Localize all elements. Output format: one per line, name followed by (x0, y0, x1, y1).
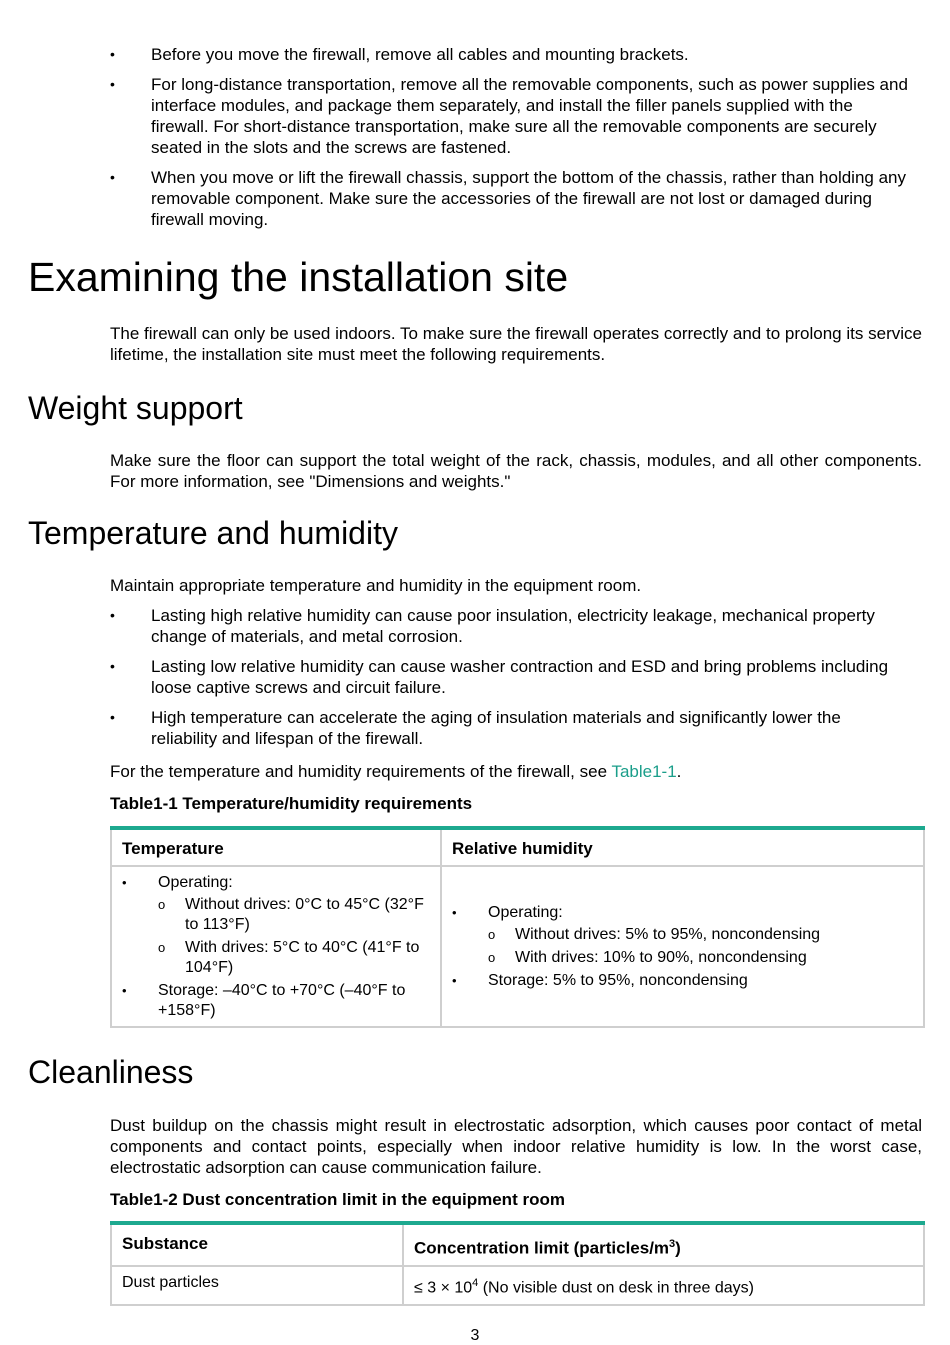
list-item (452, 903, 913, 968)
substance-header: Substance (111, 1223, 403, 1266)
bullet-text: When you move or lift the firewall chassis, support the bottom of the chassis, rather than holding any removable component. Make sure the accessories of the firewall are not lost or damaged during firewall moving. (151, 168, 906, 229)
humidity-cell (441, 866, 924, 1027)
transport-bullets (110, 44, 910, 230)
humidity-list (452, 903, 913, 991)
bullet-text: High temperature can accelerate the aging of insulation materials and significantly lower the reliability and lifespan of the firewall. (151, 708, 841, 748)
superscript: 3 (669, 1238, 676, 1250)
heading-weight-support: Weight support (28, 390, 243, 426)
temperature-intro: Maintain appropriate temperature and humidity in the equipment room. (110, 576, 642, 595)
temp-without-drives: Without drives: 0°C to 45°C (32°F to 113°F) (185, 896, 424, 933)
installation-intro: The firewall can only be used indoors. To make sure the firewall operates correctly and to prolong its service lifetime, the installation site must meet the following requirements. (110, 324, 922, 364)
heading-installation-site: Examining the installation site (28, 254, 569, 300)
dust-concentration-table (110, 1221, 925, 1306)
list-item (110, 707, 910, 749)
concentration-header (403, 1223, 924, 1266)
temp-with-drives: With drives: 5°C to 40°C (41°F to 104°F) (185, 939, 420, 976)
table1-1-caption: Table1-1 Temperature/humidity requirements (110, 794, 473, 813)
list-item (488, 925, 913, 945)
heading-temperature-humidity: Temperature and humidity (28, 515, 398, 551)
list-item (488, 948, 913, 968)
limit-note: (No visible dust on desk in three days) (478, 1278, 754, 1296)
substance-cell: Dust particles (111, 1266, 403, 1305)
bullet-text: Lasting high relative humidity can cause poor insulation, electricity leakage, mechanical property change of materials, and metal corrosion. (151, 606, 875, 646)
list-item (122, 873, 430, 978)
humidity-bullets (110, 605, 910, 749)
list-item (452, 971, 913, 991)
table-row (111, 1266, 924, 1305)
hum-operating-label: Operating: (488, 903, 563, 921)
list-item (110, 74, 910, 158)
bullet-text: Lasting low relative humidity can cause washer contraction and ESD and bring problems including loose captive screws and circuit failure. (151, 657, 889, 697)
heading-cleanliness: Cleanliness (28, 1054, 194, 1090)
bullet-text: For long-distance transportation, remove all the removable components, such as power supplies and interface modules, and package them separately, and install the filler panels supplied with the firewall. For short-distance transportation, make sure all the removable components are securely seated in the slots and the screws are fastened. (151, 75, 908, 157)
table-row (111, 866, 924, 1027)
table-header-row (111, 1223, 924, 1266)
list-item (158, 938, 430, 978)
temperature-header: Temperature (111, 828, 441, 866)
list-item (122, 981, 430, 1021)
concentration-header-text: Concentration limit (particles/m (414, 1238, 670, 1258)
bullet-text: Before you move the firewall, remove all cables and mounting brackets. (151, 45, 689, 64)
table1-1-link[interactable]: Table1-1 (611, 762, 677, 781)
list-item (110, 167, 910, 230)
temp-operating-sublist (158, 895, 430, 978)
superscript: 4 (472, 1276, 479, 1289)
hum-operating-sublist (488, 925, 913, 968)
list-item (158, 895, 430, 935)
reference-text: For the temperature and humidity requirements of the firewall, see (110, 762, 612, 781)
list-item (110, 656, 910, 698)
page-number: 3 (470, 1327, 480, 1344)
temperature-list (122, 873, 430, 1021)
temp-operating-label: Operating: (158, 874, 233, 891)
concentration-header-suffix: ) (675, 1238, 681, 1258)
table-header-row (111, 828, 924, 866)
table-reference (110, 761, 922, 782)
hum-storage: Storage: 5% to 95%, noncondensing (488, 971, 748, 989)
hum-without-drives: Without drives: 5% to 95%, noncondensing (515, 925, 821, 943)
list-item (110, 605, 910, 647)
temperature-cell (111, 866, 441, 1027)
cleanliness-text: Dust buildup on the chassis might result in electrostatic adsorption, which causes poor contact of metal components and contact points, especially when indoor relative humidity is low. In the worst case, electrostatic adsorption can cause communication failure. (110, 1116, 922, 1177)
hum-with-drives: With drives: 10% to 90%, noncondensing (515, 948, 807, 966)
temperature-humidity-table (110, 826, 925, 1028)
humidity-header: Relative humidity (441, 828, 924, 866)
limit-text: ≤ 3 × 10 (414, 1278, 473, 1296)
list-item (110, 44, 910, 65)
limit-cell (403, 1266, 924, 1305)
reference-suffix: . (676, 762, 682, 781)
temp-storage: Storage: –40°C to +70°C (–40°F to +158°F) (158, 982, 406, 1019)
table1-2-caption: Table1-2 Dust concentration limit in the equipment room (110, 1190, 565, 1209)
weight-support-text: Make sure the floor can support the total weight of the rack, chassis, modules, and all other components. For more information, see "Dimensions and weights." (110, 451, 922, 491)
